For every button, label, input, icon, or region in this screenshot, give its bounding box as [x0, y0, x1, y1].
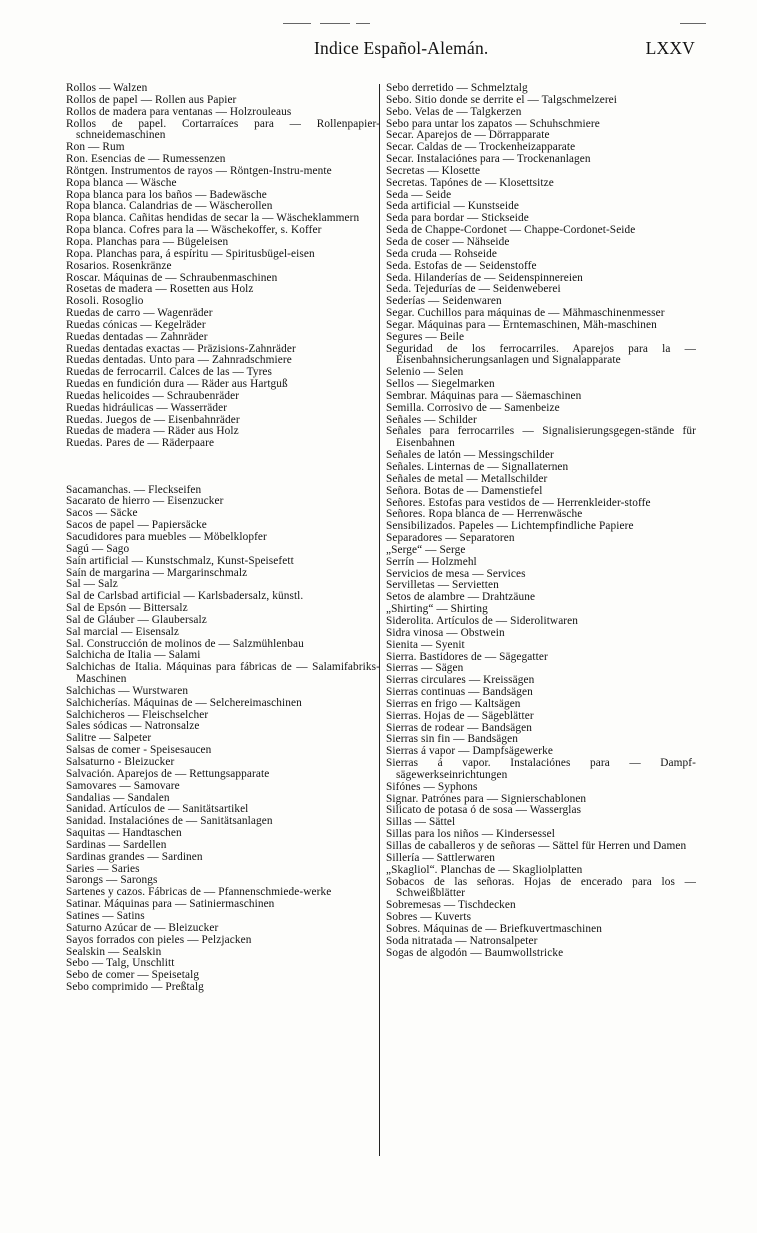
- left-column: [66, 83, 380, 994]
- index-entry: Serrín — Holzmehl: [386, 555, 477, 568]
- index-entry: Signar. Patrónes para — Signierschablonen: [386, 792, 587, 805]
- index-entry: Sal. Construcción de molinos de — Salzmühlenbau: [66, 637, 304, 650]
- index-entry: Sifónes — Syphons: [386, 780, 478, 793]
- index-entry: Sierras continuas — Bandsägen: [386, 686, 533, 699]
- index-entry: Sebo para untar los zapatos — Schuhschmiere: [386, 117, 600, 130]
- index-entry: Ropa blanca. Calandrias de — Wäscherollen: [66, 200, 273, 213]
- index-entry: Semilla. Corrosivo de — Samenbeize: [386, 401, 560, 414]
- index-entry: Ruedas en fundición dura — Räder aus Hartguß: [66, 378, 288, 391]
- index-entry: Segar. Cuchillos para máquinas de — Mähmaschinenmesser: [386, 307, 665, 320]
- index-entry: Salchicha de Italia — Salami: [66, 649, 201, 662]
- index-entry: Servicios de mesa — Services: [386, 567, 526, 580]
- index-entry: Rollos — Walzen: [66, 82, 148, 94]
- index-entry: Sal de Epsón — Bittersalz: [66, 602, 188, 615]
- index-entry: Sillas — Sättel: [386, 816, 456, 829]
- index-entry: Rollos de madera para ventanas — Holzrouleaus: [66, 105, 292, 118]
- section-gap: [66, 461, 380, 473]
- index-entry: Sierras á vapor. Instalaciónes para — Dampf-sägewerkseinrichtungen: [386, 757, 696, 781]
- index-entry: Sebo. Sitio donde se derrite el — Talgschmelzerei: [386, 93, 618, 106]
- index-entry: Ropa blanca. Cañitas hendidas de secar la — Wäscheklammern: [66, 212, 360, 225]
- index-entry: Ruedas de ferrocarril. Calces de las — Tyres: [66, 366, 273, 379]
- index-entry: Ruedas de madera — Räder aus Holz: [66, 425, 239, 438]
- index-entry: Señales de latón — Messingschilder: [386, 449, 554, 462]
- index-entry: Seda artificial — Kunstseide: [386, 200, 519, 213]
- index-entry: Segar. Máquinas para — Erntemaschinen, Mäh-maschinen: [386, 318, 657, 331]
- index-entry: Sierras en frigo — Kaltsägen: [386, 697, 521, 710]
- index-entry: Ropa blanca — Wäsche: [66, 176, 177, 189]
- index-entry: Sanidad. Artículos de — Sanitätsartikel: [66, 803, 249, 816]
- index-entry: Sacos — Säcke: [66, 507, 138, 520]
- index-entry: Ruedas helicoides — Schraubenräder: [66, 389, 240, 402]
- index-entry: Sillería — Sattlerwaren: [386, 851, 495, 864]
- index-entry: Satinar. Máquinas para — Satiniermaschinen: [66, 898, 275, 911]
- index-entry: Samovares — Samovare: [66, 779, 180, 792]
- index-entry: Seguridad de los ferrocarriles. Aparejos para la — Eisenbahnsicherungsanlagen und Signalapparate: [386, 342, 696, 367]
- index-entry: Saín de margarina — Margarinschmalz: [66, 566, 248, 579]
- index-entry: Salchicheros — Fleischselcher: [66, 708, 209, 721]
- index-entry: Sanidad. Instalaciónes de — Sanitätsanlagen: [66, 815, 273, 828]
- index-entry: Seda. Tejedurías de — Seidenweberei: [386, 283, 561, 296]
- index-entry: Rollos de papel — Rollen aus Papier: [66, 93, 237, 106]
- index-entry: Satines — Satins: [66, 909, 145, 922]
- index-entry: Selenio — Selen: [386, 366, 464, 379]
- index-entry: Salitre — Salpeter: [66, 732, 152, 745]
- index-entry: Señales — Schilder: [386, 413, 477, 426]
- index-entry: Sillas para los niños — Kindersessel: [386, 828, 555, 841]
- index-entry: Sebo de comer — Speisetalg: [66, 969, 200, 982]
- scan-artifact-line: [0, 20, 757, 28]
- index-entry: Secretas. Tapónes de — Klosettsitze: [386, 176, 554, 189]
- index-entry: Saturno Azúcar de — Bleizucker: [66, 921, 219, 934]
- index-entry: Sacarato de hierro — Eisenzucker: [66, 495, 224, 508]
- index-entry: Ruedas dentadas exactas — Präzisions-Zahnräder: [66, 342, 296, 355]
- index-entry: Sierras á vapor — Dampfsägewerke: [386, 745, 553, 758]
- index-entry: Sacamanchas. — Fleckseifen: [66, 483, 202, 496]
- index-entry: „Shirting“ — Shirting: [386, 603, 488, 616]
- index-entry: Salchichas — Wurstwaren: [66, 684, 189, 697]
- index-entry: Sierra. Bastidores de — Sägegatter: [386, 650, 548, 663]
- index-entry: Seda — Seide: [386, 188, 452, 201]
- index-entry: Señales de metal — Metallschilder: [386, 472, 548, 485]
- index-entry: Ruedas dentadas. Unto para — Zahnradschmiere: [66, 354, 292, 367]
- index-entry: Ruedas. Pares de — Räderpaare: [66, 437, 215, 450]
- page-title: Indice Español-Alemán.: [314, 38, 489, 58]
- index-entry: Saquitas — Handtaschen: [66, 827, 182, 840]
- index-entry: Sacudidores para muebles — Möbelklopfer: [66, 530, 267, 543]
- index-entry: Sidra vinosa — Obstwein: [386, 626, 505, 639]
- index-entry: Rollos de papel. Cortarraíces para — Rollenpapier-schneidemaschinen: [66, 117, 380, 142]
- index-entry: Secar. Instalaciónes para — Trockenanlagen: [386, 153, 591, 166]
- index-entry: Sal de Gláuber — Glaubersalz: [66, 613, 207, 626]
- index-entry: Ropa. Planchas para, á espíritu — Spiritusbügel-eisen: [66, 247, 315, 260]
- index-entry: Ruedas cónicas — Kegelräder: [66, 318, 206, 331]
- index-entry: Ropa blanca para los baños — Badewäsche: [66, 188, 267, 201]
- index-entry: Sierras — Sägen: [386, 662, 464, 675]
- index-entry: Setos de alambre — Drahtzäune: [386, 591, 536, 604]
- index-entry: Señores. Estofas para vestidos de — Herrenkleider-stoffe: [386, 496, 651, 509]
- index-entry: Sierras de rodear — Bandsägen: [386, 721, 532, 734]
- index-entry: Sobacos de las señoras. Hojas de encerado para los — Schweißblätter: [386, 875, 696, 900]
- index-entry: Sobres — Kuverts: [386, 911, 472, 924]
- index-entry: Señora. Botas de — Damenstiefel: [386, 484, 543, 497]
- index-entry: Seda de Chappe-Cordonet — Chappe-Cordonet-Seide: [386, 224, 636, 237]
- index-entry: Señales para ferrocarriles — Signalisierungsgegen-stände für Eisenbahnen: [386, 425, 696, 450]
- right-column: [386, 83, 696, 959]
- index-entry: Ruedas de carro — Wagenräder: [66, 307, 213, 320]
- index-entry: Ruedas. Juegos de — Eisenbahnräder: [66, 413, 240, 426]
- index-entry: Rosoli. Rosoglio: [66, 295, 144, 308]
- index-entry: Sierras sin fin — Bandsägen: [386, 733, 518, 746]
- index-entry: Sartenes y cazos. Fábricas de — Pfannenschmiede-werke: [66, 886, 332, 899]
- index-entry: Ropa. Planchas para — Bügeleisen: [66, 235, 229, 248]
- index-entry: Sierras. Hojas de — Sägeblätter: [386, 709, 534, 722]
- index-entry: Secretas — Klosette: [386, 164, 481, 177]
- index-entry: Sal de Carlsbad artificial — Karlsbadersalz, künstl.: [66, 590, 304, 603]
- index-entry: Señales. Linternas de — Signallaternen: [386, 461, 569, 473]
- index-entry: Sardinas grandes — Sardinen: [66, 850, 203, 863]
- index-entry: Sederías — Seidenwaren: [386, 295, 502, 308]
- index-entry: Salsas de comer - Speisesaucen: [66, 744, 212, 757]
- index-entry: Rosarios. Rosenkränze: [66, 259, 172, 272]
- index-entry: Sales sódicas — Natronsalze: [66, 720, 200, 733]
- index-entry: Röntgen. Instrumentos de rayos — Röntgen-Instru-mente: [66, 164, 332, 177]
- index-entry: Ruedas hidráulicas — Wasserräder: [66, 401, 228, 414]
- index-entry: Sayos forrados con pieles — Pelzjacken: [66, 933, 252, 946]
- index-entry: Sacos de papel — Papiersäcke: [66, 519, 207, 532]
- index-entry: Silicato de potasa ó de sosa — Wasserglas: [386, 804, 582, 817]
- index-entry: Salvación. Aparejos de — Rettungsapparate: [66, 767, 270, 780]
- index-entry: Sagú — Sago: [66, 542, 130, 555]
- index-entry: Seda de coser — Nähseide: [386, 235, 510, 248]
- index-entry: Sienita — Syenit: [386, 638, 465, 651]
- index-entry: Sillas de caballeros y de señoras — Sättel für Herren und Damen: [386, 840, 687, 852]
- index-entry: Sal marcial — Eisensalz: [66, 625, 180, 638]
- index-entry: Sebo. Velas de — Talgkerzen: [386, 105, 522, 118]
- index-entry: Señores. Ropa blanca de — Herrenwäsche: [386, 508, 583, 521]
- index-entry: Secar. Aparejos de — Dörrapparate: [386, 129, 550, 142]
- index-entry: Seda cruda — Rohseide: [386, 247, 497, 260]
- index-entry: Soda nitratada — Natronsalpeter: [386, 934, 538, 947]
- index-entry: Segures — Beile: [386, 330, 465, 343]
- page-number: LXXV: [645, 38, 695, 58]
- index-entry: Sardinas — Sardellen: [66, 838, 167, 851]
- index-entry: Sellos — Siegelmarken: [386, 378, 495, 391]
- page-header: [0, 38, 757, 62]
- index-entry: Ron — Rum: [66, 141, 125, 154]
- index-entry: Sealskin — Sealskin: [66, 945, 162, 958]
- index-entry: Saries — Saries: [66, 862, 140, 875]
- index-entry: Sogas de algodón — Baumwollstricke: [386, 946, 564, 959]
- index-entry: Sembrar. Máquinas para — Säemaschinen: [386, 389, 582, 402]
- index-entry: Sebo — Talg, Unschlitt: [66, 957, 175, 970]
- index-entry: Sal — Salz: [66, 578, 118, 591]
- index-entry: Sebo derretido — Schmelztalg: [386, 82, 528, 94]
- index-entry: Sobres. Máquinas de — Briefkuvertmaschinen: [386, 922, 602, 935]
- index-entry: Sensibilizados. Papeles — Lichtempfindliche Papiere: [386, 520, 634, 533]
- index-entry: Salchichas de Italia. Máquinas para fábricas de — Salamifabriks-Maschinen: [66, 661, 380, 686]
- index-entry: Sierras circulares — Kreissägen: [386, 674, 535, 687]
- index-entry: Ron. Esencias de — Rumessenzen: [66, 153, 226, 166]
- index-entry: Salchicherías. Máquinas de — Selchereimaschinen: [66, 696, 302, 709]
- index-entry: „Skagliol“. Planchas de — Skagliolplatten: [386, 863, 583, 876]
- index-entry: Ruedas dentadas — Zahnräder: [66, 330, 208, 343]
- index-entry: Seda. Estofas de — Seidenstoffe: [386, 259, 537, 272]
- index-entry: Separadores — Separatoren: [386, 532, 515, 545]
- index-entry: Seda. Hilanderías de — Seidenspinnereien: [386, 271, 583, 284]
- index-entry: Ropa blanca. Cofres para la — Wäschekoffer, s. Koffer: [66, 224, 322, 237]
- index-entry: Sandalias — Sandalen: [66, 791, 170, 804]
- index-entry: Sebo comprimido — Preßtalg: [66, 981, 204, 994]
- index-entry: Rosetas de madera — Rosetten aus Holz: [66, 283, 254, 296]
- index-entry: „Serge“ — Serge: [386, 543, 466, 556]
- index-entry: Secar. Caldas de — Trockenheizapparate: [386, 141, 576, 154]
- index-entry: Sarongs — Sarongs: [66, 874, 158, 887]
- index-entry: Saín artificial — Kunstschmalz, Kunst-Speisefett: [66, 554, 294, 567]
- index-entry: Seda para bordar — Stickseide: [386, 212, 529, 225]
- index-entry: Sobremesas — Tischdecken: [386, 899, 516, 912]
- index-entry: Roscar. Máquinas de — Schraubenmaschinen: [66, 271, 278, 284]
- column-divider: [379, 84, 380, 1156]
- index-entry: Salsaturno - Bleizucker: [66, 756, 175, 768]
- index-entry: Siderolita. Artículos de — Siderolitwaren: [386, 614, 579, 627]
- index-entry: Servilletas — Servietten: [386, 579, 499, 592]
